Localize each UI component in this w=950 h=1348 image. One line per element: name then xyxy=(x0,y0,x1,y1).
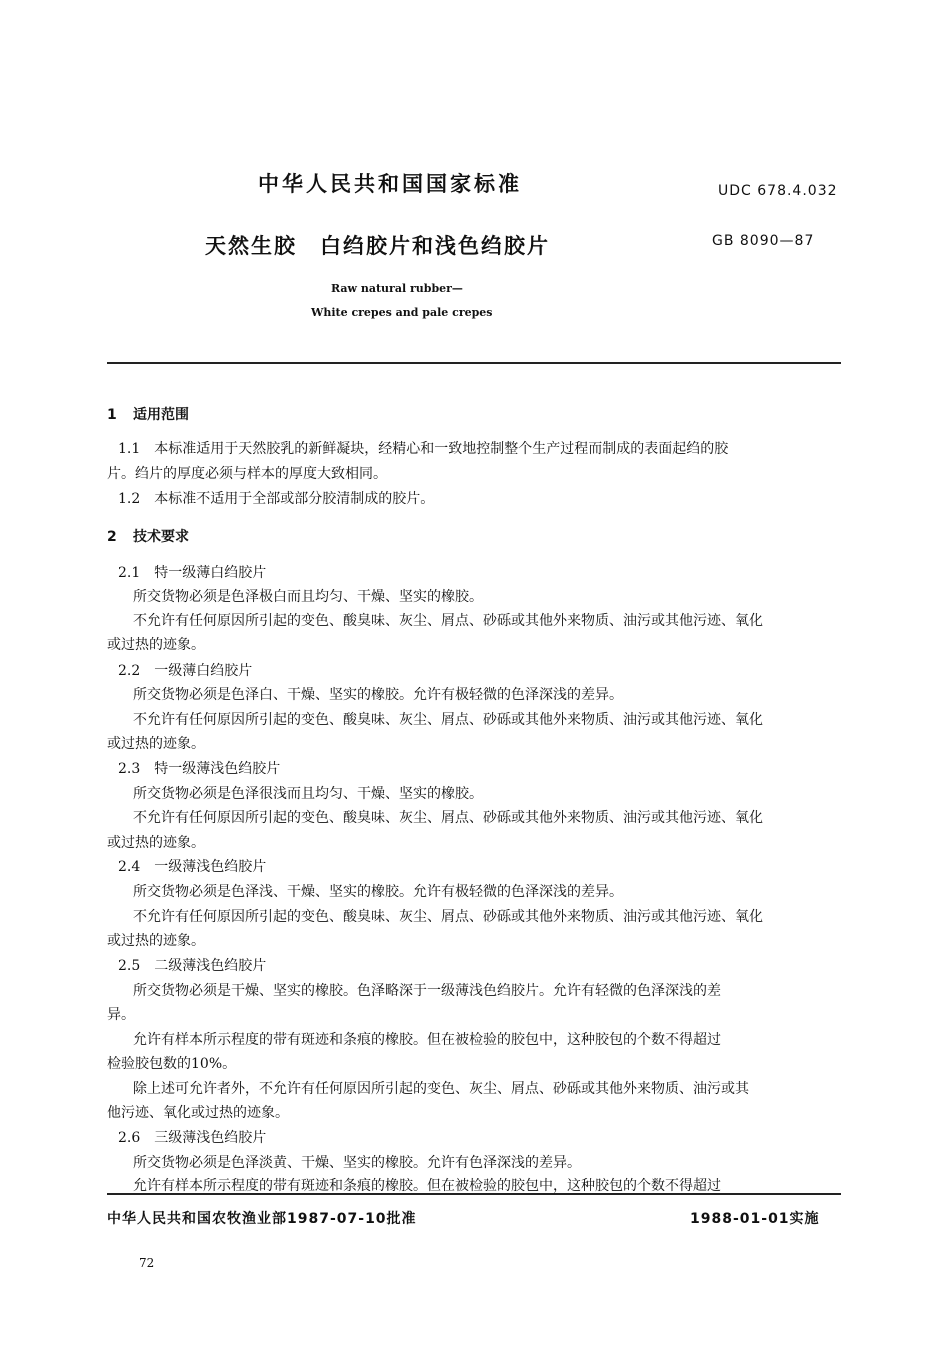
header-divider xyxy=(107,362,841,364)
document-title: 天然生胶 白绉胶片和浅色绉胶片 xyxy=(205,234,550,258)
section-heading-scope xyxy=(107,404,189,424)
paragraph-line: 或过热的迹象。 xyxy=(107,835,205,851)
section-heading-requirements xyxy=(107,526,189,546)
paragraph-line: 或过热的迹象。 xyxy=(107,637,205,653)
paragraph-line: 所交货物必须是色泽白、干燥、坚实的橡胶。允许有极轻微的色泽深浅的差异。 xyxy=(133,687,623,703)
paragraph-line: 或过热的迹象。 xyxy=(107,933,205,949)
effective-date: 1988-01-01实施 xyxy=(690,1211,820,1227)
subsection-heading: 2.3 特一级薄浅色绉胶片 xyxy=(118,761,281,777)
paragraph-line: 不允许有任何原因所引起的变色、酸臭味、灰尘、屑点、砂砾或其他外来物质、油污或其他污迹、氧化 xyxy=(133,613,763,629)
paragraph-line: 异。 xyxy=(107,1007,135,1023)
footer-divider xyxy=(107,1193,841,1195)
paragraph-line: 1.2 本标准不适用于全部或部分胶清制成的胶片。 xyxy=(118,491,435,507)
paragraph-line: 他污迹、氧化或过热的迹象。 xyxy=(107,1105,289,1121)
paragraph-line: 所交货物必须是色泽淡黄、干燥、坚实的橡胶。允许有色泽深浅的差异。 xyxy=(133,1155,581,1171)
paragraph-line: 除上述可允许者外，不允许有任何原因所引起的变色、灰尘、屑点、砂砾或其他外来物质、油污或其 xyxy=(133,1081,749,1097)
subsection-heading: 2.4 一级薄浅色绉胶片 xyxy=(118,859,267,875)
paragraph-line: 允许有样本所示程度的带有斑迹和条痕的橡胶。但在被检验的胶包中，这种胶包的个数不得超过 xyxy=(133,1178,721,1194)
subsection-heading: 2.2 一级薄白绉胶片 xyxy=(118,663,253,679)
udc-code: UDC 678.4.032 xyxy=(718,183,838,199)
paragraph-line: 不允许有任何原因所引起的变色、酸臭味、灰尘、屑点、砂砾或其他外来物质、油污或其他污迹、氧化 xyxy=(133,712,763,728)
page-number: 72 xyxy=(139,1256,155,1270)
paragraph-line: 1.1 本标准适用于天然胶乳的新鲜凝块，经精心和一致地控制整个生产过程而制成的表面起绉的胶 xyxy=(118,441,729,457)
paragraph-line: 不允许有任何原因所引起的变色、酸臭味、灰尘、屑点、砂砾或其他外来物质、油污或其他污迹、氧化 xyxy=(133,909,763,925)
section-number: 1 xyxy=(107,407,117,423)
paragraph-line: 允许有样本所示程度的带有斑迹和条痕的橡胶。但在被检验的胶包中，这种胶包的个数不得超过 xyxy=(133,1032,721,1048)
paragraph-line: 不允许有任何原因所引起的变色、酸臭味、灰尘、屑点、砂砾或其他外来物质、油污或其他污迹、氧化 xyxy=(133,810,763,826)
subsection-heading: 2.1 特一级薄白绉胶片 xyxy=(118,565,267,581)
paragraph-line: 片。绉片的厚度必须与样本的厚度大致相同。 xyxy=(107,466,387,482)
section-title: 适用范围 xyxy=(133,407,189,423)
paragraph-line: 或过热的迹象。 xyxy=(107,736,205,752)
approval-line: 中华人民共和国农牧渔业部1987-07-10批准 xyxy=(107,1211,417,1227)
standard-title: 中华人民共和国国家标准 xyxy=(258,172,522,196)
english-title-line-2: White crepes and pale crepes xyxy=(311,306,493,319)
paragraph-line: 所交货物必须是干燥、坚实的橡胶。色泽略深于一级薄浅色绉胶片。允许有轻微的色泽深浅的差 xyxy=(133,983,721,999)
subsection-heading: 2.5 二级薄浅色绉胶片 xyxy=(118,958,267,974)
gb-number: GB 8090—87 xyxy=(712,233,815,249)
section-number: 2 xyxy=(107,529,117,545)
english-title-line-1: Raw natural rubber— xyxy=(331,282,463,295)
paragraph-line: 所交货物必须是色泽极白而且均匀、干燥、坚实的橡胶。 xyxy=(133,589,483,605)
paragraph-line: 所交货物必须是色泽浅、干燥、坚实的橡胶。允许有极轻微的色泽深浅的差异。 xyxy=(133,884,623,900)
subsection-heading: 2.6 三级薄浅色绉胶片 xyxy=(118,1130,267,1146)
paragraph-line: 检验胶包数的10%。 xyxy=(107,1056,237,1072)
paragraph-line: 所交货物必须是色泽很浅而且均匀、干燥、坚实的橡胶。 xyxy=(133,786,483,802)
section-title: 技术要求 xyxy=(133,529,189,545)
